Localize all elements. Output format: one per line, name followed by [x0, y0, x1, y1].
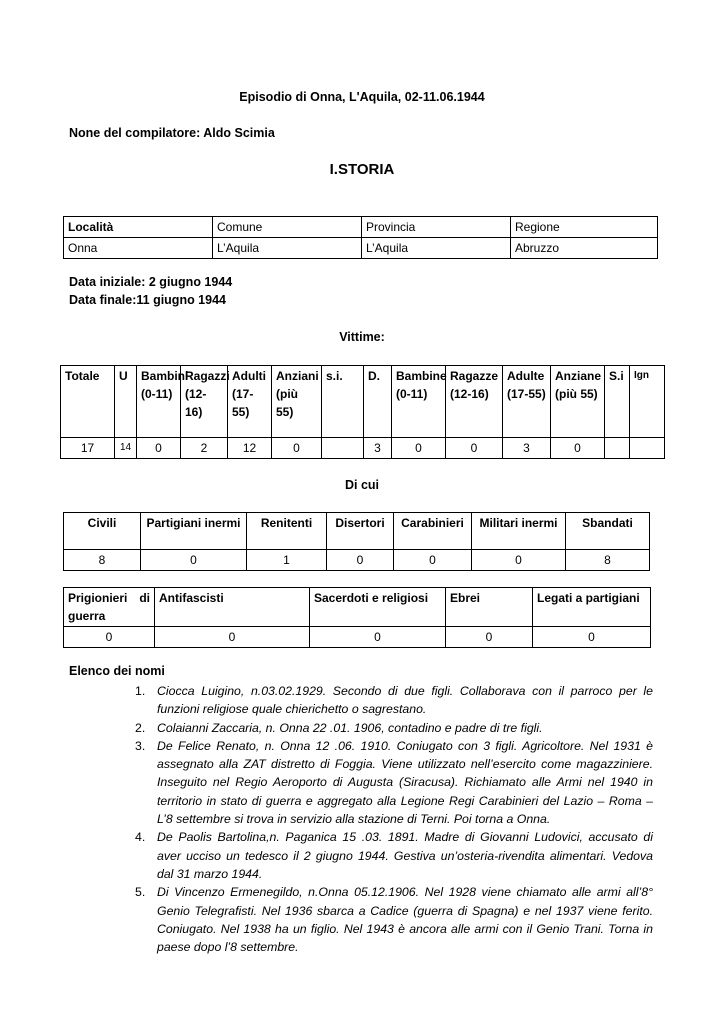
value-bambini: 0 [137, 438, 181, 459]
list-item [135, 737, 653, 828]
victims-label: Vittime: [339, 330, 385, 344]
header-ragazzi: Ragazzi (12-16) [181, 366, 228, 438]
header-antifascisti: Antifascisti [155, 588, 310, 627]
header-militari-inermi: Militari inermi [472, 513, 566, 550]
location-table [63, 216, 658, 259]
names-heading: Elenco dei nomi [69, 664, 165, 678]
header-sacerdoti: Sacerdoti e religiosi [310, 588, 446, 627]
list-item-number: 2. [135, 720, 146, 735]
list-item [135, 682, 653, 719]
value-anziani: 0 [272, 438, 322, 459]
value-carabinieri: 0 [394, 550, 472, 571]
list-item [135, 828, 653, 883]
value-legati: 0 [533, 627, 651, 648]
victims-table [60, 365, 665, 459]
provincia-value: L’Aquila [362, 238, 511, 259]
header-bambine: Bambine (0-11) [392, 366, 446, 438]
comune-value: L’Aquila [213, 238, 362, 259]
value-totale: 17 [61, 438, 115, 459]
list-item-number: 3. [135, 738, 146, 753]
header-legati: Legati a partigiani [533, 588, 651, 627]
value-sbandati: 8 [566, 550, 650, 571]
value-ragazzi: 2 [181, 438, 228, 459]
date-end: Data finale:11 giugno 1944 [69, 293, 226, 307]
header-partigiani-inermi: Partigiani inermi [141, 513, 247, 550]
value-adulte: 3 [503, 438, 551, 459]
regione-header: Regione [511, 217, 658, 238]
header-civili: Civili [64, 513, 141, 550]
provincia-header: Provincia [362, 217, 511, 238]
header-d: D. [364, 366, 392, 438]
header-disertori: Disertori [327, 513, 394, 550]
value-bambine: 0 [392, 438, 446, 459]
regione-value: Abruzzo [511, 238, 658, 259]
list-item [135, 719, 653, 737]
list-item-number: 1. [135, 684, 146, 698]
list-item [135, 883, 653, 956]
list-item-text: De Paolis Bartolina,n. Paganica 15 .03. 1891. Madre di Giovanni Ludovici, accusato di aver ucciso un tedesco il 2 giugno 1944. Gestiva un’osteria-rivendita alimentari. Vedova dal 31 marzo 1944. [157, 830, 653, 881]
list-item-text: Colaianni Zaccaria, n. Onna 22 .01. 1906, contadino e padre di tre figli. [157, 720, 543, 735]
document-title: Episodio di Onna, L'Aquila, 02-11.06.1944 [239, 90, 485, 104]
di-cui-table-1 [63, 512, 650, 571]
value-s-i [605, 438, 630, 459]
value-ragazze: 0 [446, 438, 503, 459]
header-si: s.i. [322, 366, 364, 438]
header-sbandati: Sbandati [566, 513, 650, 550]
header-ragazze: Ragazze (12-16) [446, 366, 503, 438]
header-carabinieri: Carabinieri [394, 513, 472, 550]
value-prigionieri: 0 [64, 627, 155, 648]
header-totale: Totale [61, 366, 115, 438]
value-civili: 8 [64, 550, 141, 571]
date-start: Data iniziale: 2 giugno 1944 [69, 275, 233, 289]
list-item-number: 4. [135, 830, 146, 845]
value-antifascisti: 0 [155, 627, 310, 648]
header-s-i: S.i [605, 366, 630, 438]
header-u: U [115, 366, 137, 438]
value-disertori: 0 [327, 550, 394, 571]
value-ign [630, 438, 665, 459]
location-header: Località [64, 217, 213, 238]
header-adulti: Adulti (17-55) [228, 366, 272, 438]
header-adulte: Adulte (17-55) [503, 366, 551, 438]
value-ebrei: 0 [446, 627, 533, 648]
header-ign: Ign [630, 366, 665, 438]
names-list [135, 682, 653, 956]
comune-header: Comune [213, 217, 362, 238]
value-adulti: 12 [228, 438, 272, 459]
list-item-number: 5. [135, 885, 146, 900]
header-anziane: Anziane (più 55) [551, 366, 605, 438]
value-u: 14 [115, 438, 137, 459]
di-cui-label: Di cui [344, 478, 380, 492]
di-cui-table-2 [63, 587, 651, 648]
header-prigionieri: Prigionieri di guerra [64, 588, 155, 627]
header-ebrei: Ebrei [446, 588, 533, 627]
value-si [322, 438, 364, 459]
value-militari-inermi: 0 [472, 550, 566, 571]
list-item-text: De Felice Renato, n. Onna 12 .06. 1910. Coniugato con 3 figli. Agricoltore. Nel 1931 è assegnato alla ZAT distretto di Foggia. Viene utilizzato nell’esercito come magazziniere. Inseguito nel Regio Aeroporto di Augusta (Siracusa). Richiamato alle Armi nel 1940 in territorio in stato di guerra e aggregato alla Legione Regi Carabinieri del Lazio – Roma – L’8 settembre si trova in servizio alla stazione di Terni. Poi torna a Onna. [157, 738, 653, 827]
header-renitenti: Renitenti [247, 513, 327, 550]
list-item-text: Di Vincenzo Ermenegildo, n.Onna 05.12.1906. Nel 1928 viene chiamato alle armi all’8° Genio Telegrafisti. Nel 1936 sbarca a Cadice (guerra di Spagna) e nel 1937 viene ferito. Coniugato. Nel 1938 ha un figlio. Nel 1943 è ancora alle armi con il Genio Trani. Torna in paese dopo l’8 settembre. [157, 885, 653, 955]
value-partigiani-inermi: 0 [141, 550, 247, 571]
value-anziane: 0 [551, 438, 605, 459]
value-d: 3 [364, 438, 392, 459]
compiler-name: None del compilatore: Aldo Scimia [69, 126, 275, 140]
section-heading: I.STORIA [329, 161, 395, 178]
header-bambini: Bambini (0-11) [137, 366, 181, 438]
value-renitenti: 1 [247, 550, 327, 571]
location-value: Onna [64, 238, 213, 259]
header-anziani: Anziani (più 55) [272, 366, 322, 438]
value-sacerdoti: 0 [310, 627, 446, 648]
list-item-text: Ciocca Luigino, n.03.02.1929. Secondo di due figli. Collaborava con il parroco per le funzioni religiose quale chierichetto o sagrestano. [157, 684, 653, 717]
